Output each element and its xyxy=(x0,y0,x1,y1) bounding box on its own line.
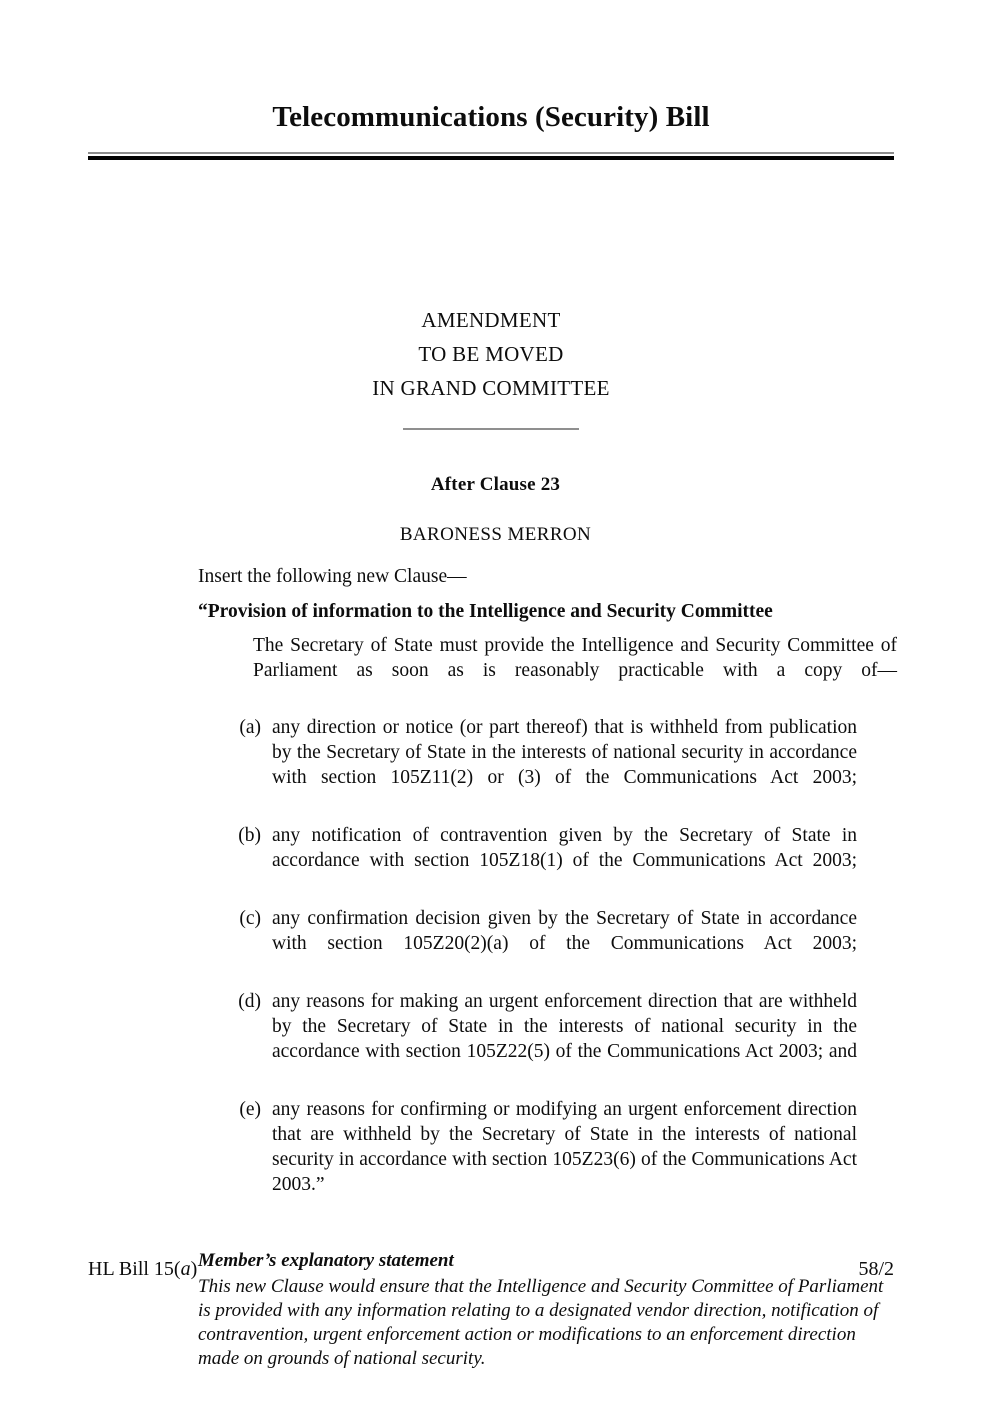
insert-instruction: Insert the following new Clause— xyxy=(198,566,467,587)
lead-paragraph: The Secretary of State must provide the Intelligence and Security Committee of Parliament as soon as is reasonably practicable with a copy of— xyxy=(253,635,897,681)
section-divider xyxy=(403,428,579,430)
explanatory-statement-body: This new Clause would ensure that the Intelligence and Security Committee of Parliament is provided with any information relating to a designated vendor direction, notification of contravention, urgent enforcement action or modifications to an enforcement direction made on grounds of national security. xyxy=(198,1276,884,1369)
header-line-in-grand-committee: IN GRAND COMMITTEE xyxy=(372,376,610,400)
amendment-header-block xyxy=(88,303,894,430)
list-item-marker: (b) xyxy=(238,825,261,846)
list-item-marker: (c) xyxy=(239,908,261,929)
sponsor-name: BARONESS MERRON xyxy=(399,524,592,545)
list-item-text: any notification of contravention given by the Secretary of State in accordance with section 105Z18(1) of the Communications Act 2003; xyxy=(272,825,857,871)
list-item xyxy=(238,823,857,898)
explanatory-statement-heading: Member’s explanatory statement xyxy=(198,1250,454,1271)
bill-reference-letter: a xyxy=(180,1258,191,1280)
body-column xyxy=(198,564,897,1371)
list-item-marker: (d) xyxy=(238,991,261,1012)
list-item-marker: (e) xyxy=(239,1099,261,1120)
list-item xyxy=(239,715,857,815)
list-item-text: any confirmation decision given by the Secretary of State in accordance with section 105Z20(2)(a) of the Communications Act 2003; xyxy=(272,908,857,954)
new-clause-heading: “Provision of information to the Intelligence and Security Committee xyxy=(198,601,773,622)
page-number: 58/2 xyxy=(858,1258,894,1280)
divider-thick-line xyxy=(88,156,894,160)
list-item-text: any direction or notice (or part thereof) that is withheld from publication by the Secretary of State in the interests of national security in accordance with section 105Z11(2) or (3) of the Communications Act 2003; xyxy=(272,717,857,788)
bill-reference xyxy=(88,1258,197,1281)
after-clause-heading: After Clause 23 xyxy=(430,474,561,495)
bill-reference-prefix: HL Bill 15( xyxy=(88,1258,181,1280)
header-line-to-be-moved: TO BE MOVED xyxy=(418,342,564,366)
page-footer xyxy=(88,1258,894,1281)
list-item-marker: (a) xyxy=(239,717,261,738)
list-item-text: any reasons for confirming or modifying an urgent enforcement direction that are withheld by the Secretary of State in the interests of national security in accordance with section 105Z23(6) of the Communications Act 2003.” xyxy=(272,1099,857,1195)
list-item xyxy=(238,989,857,1089)
list-item xyxy=(239,906,857,981)
list-item xyxy=(239,1097,857,1222)
header-line-amendment: AMENDMENT xyxy=(421,308,561,332)
title-divider xyxy=(88,152,894,160)
bill-reference-suffix: ) xyxy=(190,1258,198,1280)
amendment-body xyxy=(0,474,991,1371)
page-title: Telecommunications (Security) Bill xyxy=(272,101,710,133)
list-item-text: any reasons for making an urgent enforcement direction that are withheld by the Secretary of State in the interests of national security in the accordance with section 105Z22(5) of the Communications Act 2003; and xyxy=(272,991,857,1062)
lettered-list xyxy=(198,715,897,1222)
masthead xyxy=(88,100,894,160)
